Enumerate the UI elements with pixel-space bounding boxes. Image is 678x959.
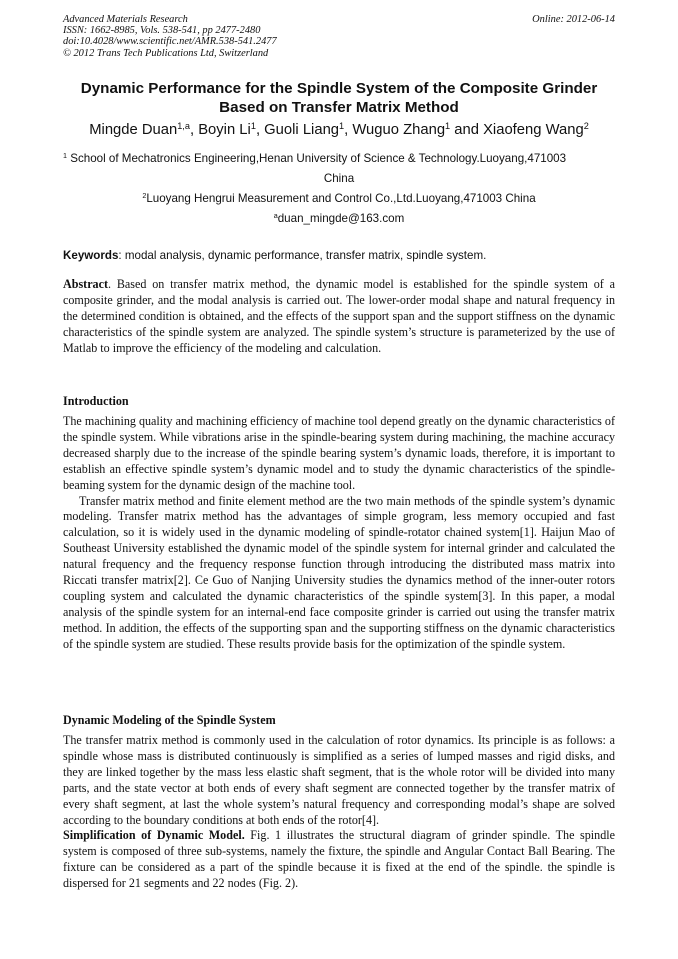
author-name: Guoli Liang [264, 122, 340, 138]
journal-issn: ISSN: 1662-8985, Vols. 538-541, pp 2477-2480 [63, 25, 261, 37]
author-sup: 1 [250, 120, 256, 131]
author [483, 122, 589, 138]
title-line-1: Dynamic Performance for the Spindle System of the Composite Grinder [80, 80, 598, 97]
author [198, 122, 264, 138]
author-name: Boyin Li [198, 122, 251, 138]
affiliation-1-country: China [323, 172, 355, 185]
email-sup: a [273, 211, 278, 221]
email-address: duan_mingde@163.com [277, 212, 405, 225]
title-line-2: Based on Transfer Matrix Method [219, 99, 459, 116]
simplification-text: Fig. 1 illustrates the structural diagram of grinder spindle. The spindle system is composed of three sub-systems, namely the fixture, the spindle and Angular Contact Ball Bearing. The fixture can be considered as a part of the spindle because it is fixed at the end of the spindle. the spindle is dispersed for 21 segments and 22 nodes (Fig. 2). [63, 828, 615, 891]
dynamic-modeling-paragraph-2 [63, 828, 615, 892]
journal-header [63, 14, 615, 59]
affiliation-1-sup: 1 [63, 151, 67, 161]
journal-doi: doi:10.4028/www.scientific.net/AMR.538-541.2477 [63, 36, 277, 48]
author-sup: 2 [583, 120, 589, 131]
author-name: Mingde Duan [89, 122, 178, 138]
keywords [63, 249, 615, 263]
online-date: Online: 2012-06-14 [532, 14, 615, 25]
author-sup: 1 [445, 120, 451, 131]
paper-title [40, 79, 638, 117]
author-sep: , [189, 122, 199, 138]
affiliation-1 [63, 152, 566, 166]
author [89, 122, 198, 138]
author-sup: 1 [339, 120, 345, 131]
affiliation-2-sup: 2 [142, 191, 147, 201]
author-name: Wuguo Zhang [352, 122, 446, 138]
author-email [0, 212, 678, 226]
author-name: Xiaofeng Wang [483, 122, 584, 138]
author [352, 122, 483, 138]
author-sep: , [344, 122, 353, 138]
dynamic-modeling-paragraph-1: The transfer matrix method is commonly used in the calculation of rotor dynamics. Its principle is as follows: a spindle whose mass is distributed continuously is simplified as a series of lumped masses and rigid disks, and they are linked together by the mass less elastic shaft segment, that is the whole rotor will be divided into many parts, and the state vector at both ends of every shaft segment are connected together by the transfer matrix of every shaft segment, at last the whole system’s natural frequency and corresponding modal’s shape are solved according to the boundary conditions at both ends of the rotor[4]. [63, 733, 615, 827]
dynamic-modeling-body [63, 733, 615, 892]
journal-name: Advanced Materials Research [63, 14, 188, 25]
keywords-text: : modal analysis, dynamic performance, transfer matrix, spindle system. [118, 249, 487, 262]
author-sep: and [450, 122, 484, 138]
author-sup: 1,a [177, 120, 190, 131]
author [264, 122, 352, 138]
affiliation-2 [0, 192, 678, 206]
journal-copyright: © 2012 Trans Tech Publications Ltd, Switzerland [63, 47, 269, 59]
author-list [30, 121, 648, 139]
affiliation-1-text: School of Mechatronics Engineering,Henan University of Science & Technology.Luoyang,471003 [67, 152, 567, 165]
dynamic-modeling-heading: Dynamic Modeling of the Spindle System [63, 713, 276, 727]
keywords-label: Keywords [63, 249, 119, 262]
introduction-paragraph-2: Transfer matrix method and finite element method are the two main methods of the spindle system’s dynamic modeling. Transfer matrix method has the advantages of simple grogram, less memory occupied and fast calculation, so it is widely used in the dynamic modeling of spindle-rotator chained system[1]. Haijun Mao of Southeast University established the dynamic model of the spindle system for internal grinder and calculated the natural frequency and the frequency response function through introducing the distributed mass matrix into Riccati transfer matrix[2]. Ce Guo of Nanjing University studies the dynamics method of the inner-outer rotors coupling system and calculated the dynamic characteristics of the spindle system[3]. In this paper, a modal analysis of the spindle system for an internal-end face composite grinder is carried out using the transfer matrix method. In addition, the effects of the supporting span and the supporting stiffness on the dynamic characteristics of the spindle system are studied. These results provide basis for the optimization of the spindle system. [63, 493, 615, 651]
abstract-label: Abstract [63, 277, 109, 291]
affiliation-2-text: Luoyang Hengrui Measurement and Control Co.,Ltd.Luoyang,471003 China [146, 192, 536, 205]
author-sep: , [255, 122, 265, 138]
introduction-body [63, 414, 615, 653]
introduction-paragraph-1: The machining quality and machining efficiency of machine tool depend greatly on the dynamic characteristics of the spindle system. While vibrations arise in the spindle-bearing system during machining, the machine accuracy decreased sharply due to the increase of the spindle bearing system’s dynamic loads, therefore, it is important to establish an effective spindle system’s dynamic model and to study the dynamic characteristics of the spindle-beaming system for the dynamic design of the machine tool. [63, 414, 615, 492]
abstract-text: . Based on transfer matrix method, the dynamic model is established for the spindle system of a composite grinder, and the modal analysis is carried out. The lower-order modal shape and natural frequency in the determined condition is obtained, and the effects of the support span and the support stiffness on the dynamic characteristics of the spindle system are analyzed. The spindle system’s structure is parameterized by the use of Matlab to improve the efficiency of the modeling and calculation. [63, 277, 615, 355]
introduction-heading: Introduction [63, 394, 129, 408]
abstract [63, 277, 615, 357]
simplification-label: Simplification of Dynamic Model. [63, 828, 245, 843]
